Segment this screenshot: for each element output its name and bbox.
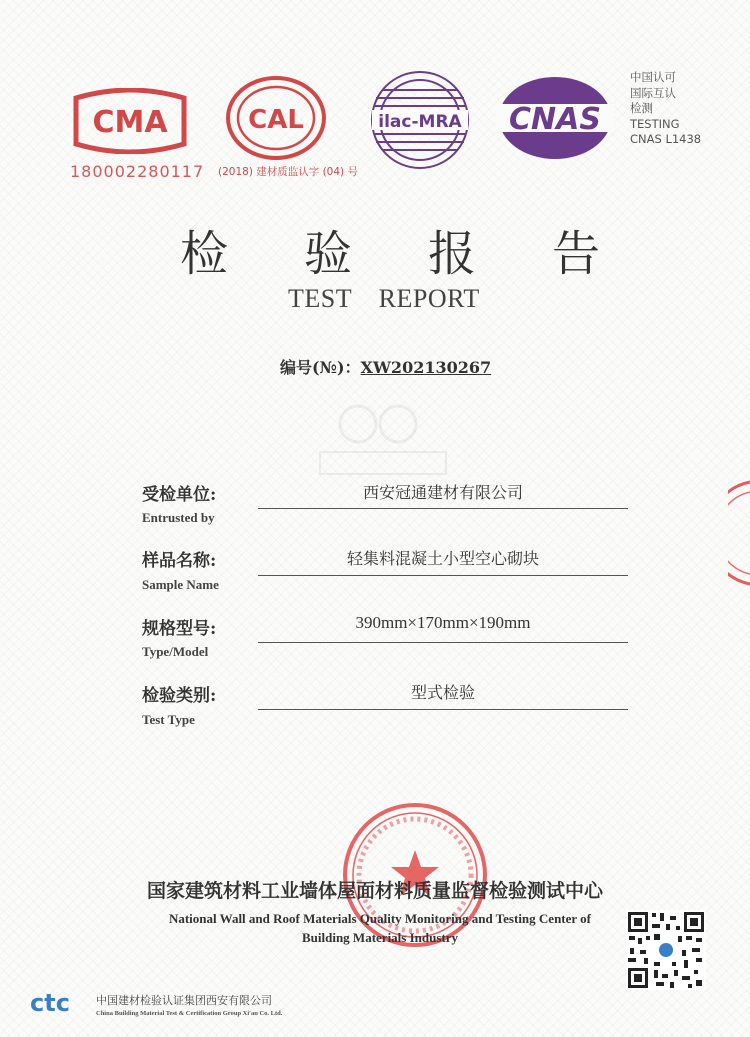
entrusted-by-value: 西安冠通建材有限公司: [362, 483, 523, 502]
edge-seal: [728, 478, 750, 588]
report-number-value: XW202130267: [360, 358, 492, 377]
title-char: 报: [427, 226, 476, 282]
report-title-cn: [180, 215, 600, 284]
ctc-logo: [30, 990, 86, 1016]
ilac-mra-logo: [368, 68, 472, 172]
field-underline: [258, 508, 628, 509]
company-name-en: China Building Material Test & Certification Group Xi'an Co. Ltd.: [96, 1010, 283, 1017]
title-char: 验: [303, 226, 352, 282]
type-model-label-en: Type/Model: [142, 644, 209, 659]
entrusted-by-label-en: Entrusted by: [142, 510, 215, 525]
sample-name-label: 样品名称:: [142, 551, 217, 571]
title-char: 告: [551, 226, 600, 282]
cnas-line: TESTING: [630, 116, 680, 131]
report-title-en: TEST REPORT: [288, 284, 480, 313]
field-underline: [258, 709, 628, 710]
test-type-label: 检验类别:: [142, 686, 217, 706]
cnas-mark: CNAS: [509, 102, 601, 137]
cnas-line: CNAS L1438: [630, 132, 702, 146]
cnas-line: 检测: [630, 101, 653, 115]
cnas-line: 国际互认: [630, 85, 676, 100]
test-type-value: 型式检验: [410, 683, 475, 702]
report-number-label: 编号(№)：: [280, 358, 361, 377]
cnas-accreditation-text: [630, 70, 740, 148]
cma-code: 180002280117: [70, 162, 205, 181]
ilac-mark: ilac-MRA: [378, 112, 462, 132]
report-number: [280, 355, 491, 378]
type-model-value: 390mm×170mm×190mm: [355, 613, 531, 632]
cal-mark: CAL: [248, 105, 304, 135]
watermark-stamp: [318, 398, 448, 478]
center-name-en-line1: National Wall and Roof Materials Quality Monitoring and Testing Center of: [168, 911, 592, 926]
center-name-cn: 国家建筑材料工业墙体屋面材料质量监督检验测试中心: [146, 880, 603, 902]
sample-name-value: 轻集料混凝土小型空心砌块: [346, 549, 539, 568]
test-type-label-en: Test Type: [142, 712, 195, 727]
field-underline: [258, 642, 628, 643]
type-model-label: 规格型号:: [142, 619, 217, 639]
field-underline: [258, 575, 628, 576]
cal-cert-text: (2018) 建材质监认字 (04) 号: [218, 166, 358, 178]
center-name-en: [130, 909, 630, 947]
cnas-logo: [496, 74, 614, 162]
center-name-en-line2: Building Materials Industry: [301, 930, 459, 945]
cma-mark: CMA: [92, 105, 168, 140]
qr-code: [626, 910, 706, 990]
cma-logo: [68, 88, 192, 154]
entrusted-by-label: 受检单位:: [142, 485, 217, 505]
company-name-cn: 中国建材检验认证集团西安有限公司: [96, 994, 272, 1007]
title-char: 检: [180, 226, 229, 282]
ctc-mark: ctc: [30, 990, 70, 1016]
sample-name-label-en: Sample Name: [142, 577, 219, 592]
cnas-line: 中国认可: [630, 70, 676, 84]
cal-logo: [224, 74, 328, 162]
